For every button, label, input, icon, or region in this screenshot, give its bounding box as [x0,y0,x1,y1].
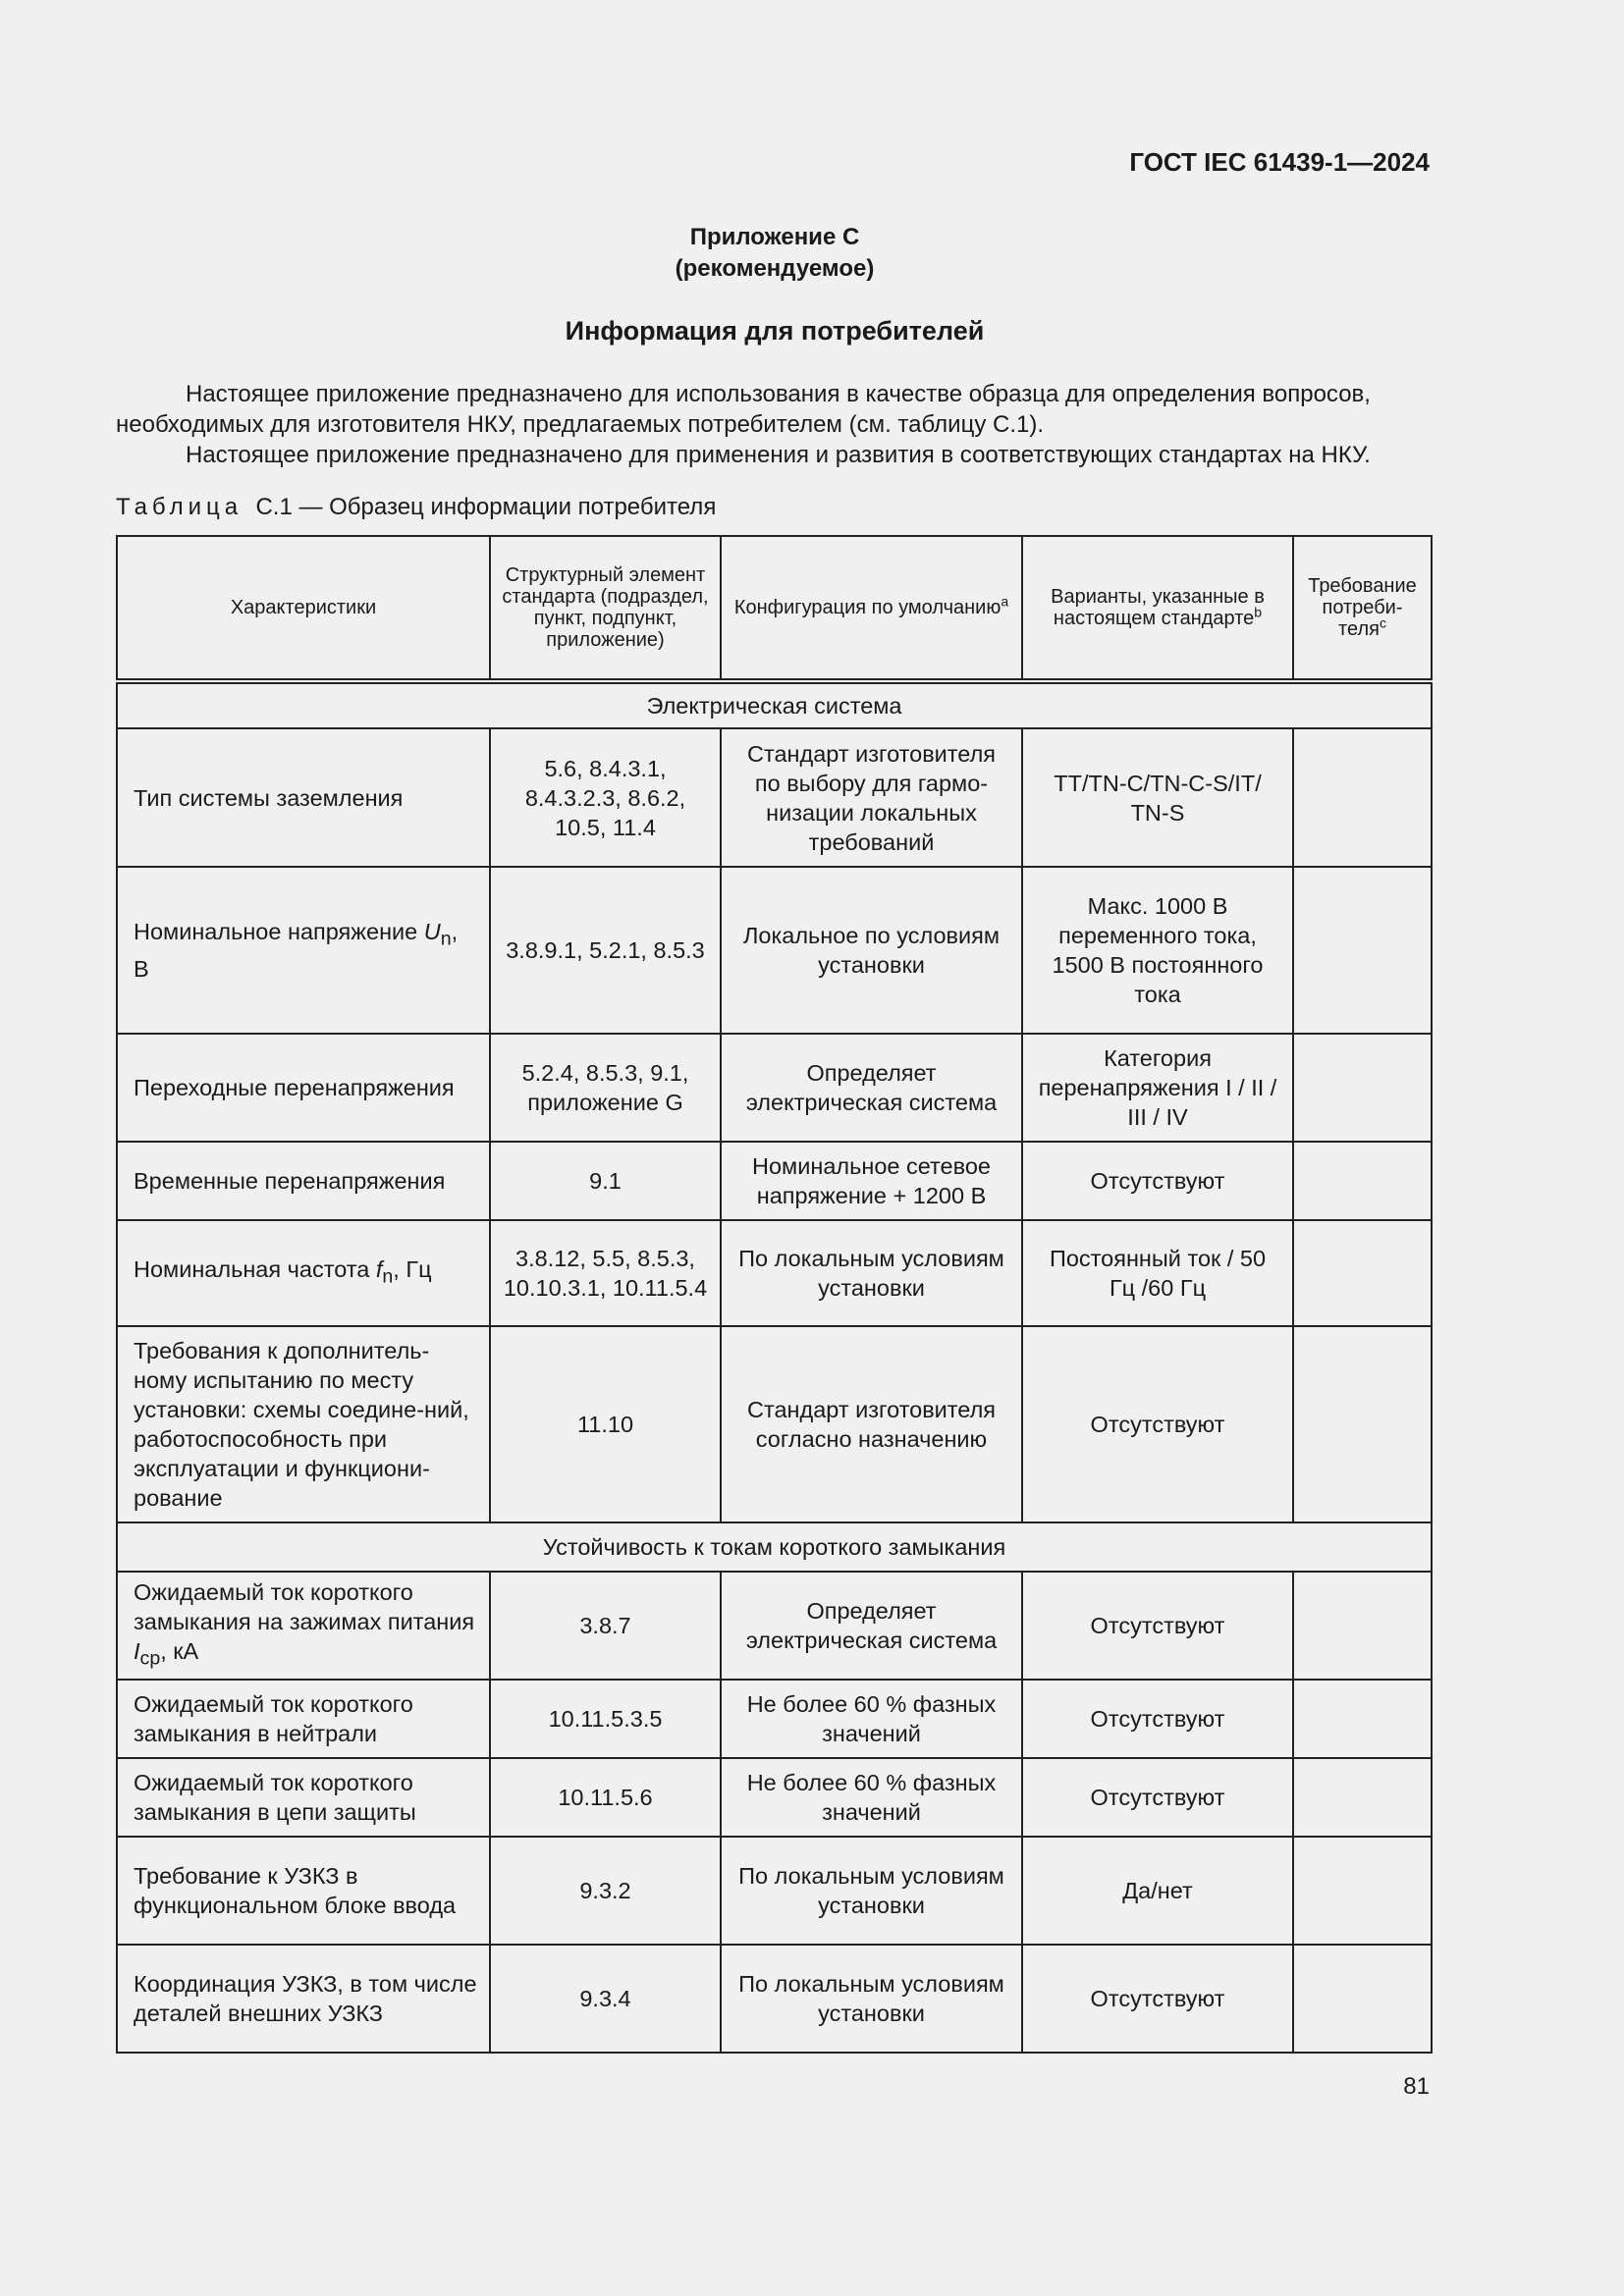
requirement-cell [1293,1945,1432,2053]
variants-cell: Отсутствуют [1022,1572,1293,1680]
variants-cell: Категория перенапряжения I / II / III / IV [1022,1034,1293,1142]
requirement-cell [1293,1837,1432,1945]
element-cell: 9.3.4 [490,1945,721,2053]
section-row [117,1522,1432,1572]
requirement-cell [1293,1572,1432,1680]
element-cell: 9.1 [490,1142,721,1220]
table-body [117,681,1432,2053]
table-row [117,1945,1432,2053]
element-cell: 3.8.12, 5.5, 8.5.3, 10.10.3.1, 10.11.5.4 [490,1220,721,1326]
appendix-status: (рекомендуемое) [675,255,875,282]
characteristic-cell: Переходные перенапряжения [117,1034,490,1142]
table-row [117,1220,1432,1326]
default-config-cell: Стандарт изготовителя согласно назначению [721,1326,1022,1522]
intro-text [116,379,1430,470]
table-row [117,867,1432,1034]
element-cell: 10.11.5.3.5 [490,1680,721,1758]
table-row [117,1034,1432,1142]
table-row [117,1326,1432,1522]
header-element: Структурный элемент стандарта (подраздел, пункт, подпункт, приложение) [490,536,721,681]
characteristic-cell: Ожидаемый ток короткого замыкания в цепи защиты [117,1758,490,1837]
variants-cell: Да/нет [1022,1837,1293,1945]
table-caption-prefix: Таблица [116,494,244,520]
characteristic-cell: Требование к УЗКЗ в функциональном блоке ввода [117,1837,490,1945]
table-caption-text: С.1 — Образец информации потребителя [255,494,717,520]
variants-cell: Отсутствуют [1022,1758,1293,1837]
table-header-row [117,536,1432,681]
element-cell: 9.3.2 [490,1837,721,1945]
characteristic-cell: Требования к дополнитель-ному испытанию по месту установки: схемы соедине-ний, работоспособность при эксплуатации и функциони-рование [117,1326,490,1522]
header-requirement: Требование потреби-теля$^c$ [1293,536,1432,681]
variants-cell: Отсутствуют [1022,1142,1293,1220]
element-cell: 5.6, 8.4.3.1, 8.4.3.2.3, 8.6.2, 10.5, 11.4 [490,728,721,867]
default-config-cell: Стандарт изготовителя по выбору для гармо-низации локальных требований [721,728,1022,867]
variants-cell: Макс. 1000 В переменного тока, 1500 В постоянного тока [1022,867,1293,1034]
section-title-cell: Устойчивость к токам короткого замыкания [117,1522,1432,1572]
default-config-cell: Локальное по условиям установки [721,867,1022,1034]
default-config-cell: Определяет электрическая система [721,1572,1022,1680]
appendix-title: Приложение С [689,224,860,250]
section-title-cell: Электрическая система [117,681,1432,728]
header-default: Конфигурация по умолчанию$^a$ [721,536,1022,681]
characteristic-cell: Тип системы заземления [117,728,490,867]
requirement-cell [1293,867,1432,1034]
requirement-cell [1293,728,1432,867]
consumer-info-table [116,535,1433,2054]
table-row [117,1680,1432,1758]
default-config-cell: По локальным условиям установки [721,1220,1022,1326]
element-cell: 11.10 [490,1326,721,1522]
element-cell: 10.11.5.6 [490,1758,721,1837]
element-cell: 3.8.9.1, 5.2.1, 8.5.3 [490,867,721,1034]
default-config-cell: Не более 60 % фазных значений [721,1680,1022,1758]
characteristic-cell: Номинальное напряжение $U_n$, В [117,867,490,1034]
table-row [117,1837,1432,1945]
element-cell: 3.8.7 [490,1572,721,1680]
requirement-cell [1293,1034,1432,1142]
table-caption [116,494,716,521]
section-row [117,681,1432,728]
section-title: Информация для потребителей [565,316,985,346]
table-row [117,1572,1432,1680]
characteristic-cell: Номинальная частота $f_n$, Гц [117,1220,490,1326]
page-number: 81 [1403,2073,1430,2100]
requirement-cell [1293,1758,1432,1837]
default-config-cell: Не более 60 % фазных значений [721,1758,1022,1837]
intro-paragraph: Настоящее приложение предназначено для использования в качестве образца для определения вопросов, необходимых для изготовителя НКУ, предлагаемых потребителем (см. таблицу С.1). [116,381,1371,438]
document-code: ГОСТ IEC 61439-1—2024 [1129,147,1430,177]
default-config-cell: По локальным условиям установки [721,1945,1022,2053]
header-characteristics: Характеристики [117,536,490,681]
header-variants: Варианты, указанные в настоящем стандарте$^b$ [1022,536,1293,681]
table-row [117,1758,1432,1837]
element-cell: 5.2.4, 8.5.3, 9.1, приложение G [490,1034,721,1142]
variants-cell: Отсутствуют [1022,1680,1293,1758]
characteristic-cell: Координация УЗКЗ, в том числе деталей внешних УЗКЗ [117,1945,490,2053]
variants-cell: Отсутствуют [1022,1326,1293,1522]
characteristic-cell: Ожидаемый ток короткого замыкания в нейтрали [117,1680,490,1758]
default-config-cell: По локальным условиям установки [721,1837,1022,1945]
requirement-cell [1293,1142,1432,1220]
requirement-cell [1293,1220,1432,1326]
variants-cell: Постоянный ток / 50 Гц /60 Гц [1022,1220,1293,1326]
characteristic-cell: Временные перенапряжения [117,1142,490,1220]
intro-paragraph: Настоящее приложение предназначено для применения и развития в соответствующих стандартах на НКУ. [186,442,1371,468]
requirement-cell [1293,1680,1432,1758]
default-config-cell: Номинальное сетевое напряжение + 1200 В [721,1142,1022,1220]
table-row [117,1142,1432,1220]
table-row [117,728,1432,867]
requirement-cell [1293,1326,1432,1522]
variants-cell: TT/TN-C/TN-C-S/IT/ TN-S [1022,728,1293,867]
characteristic-cell: Ожидаемый ток короткого замыкания на зажимах питания $I_{cp}$, кА [117,1572,490,1680]
variants-cell: Отсутствуют [1022,1945,1293,2053]
default-config-cell: Определяет электрическая система [721,1034,1022,1142]
